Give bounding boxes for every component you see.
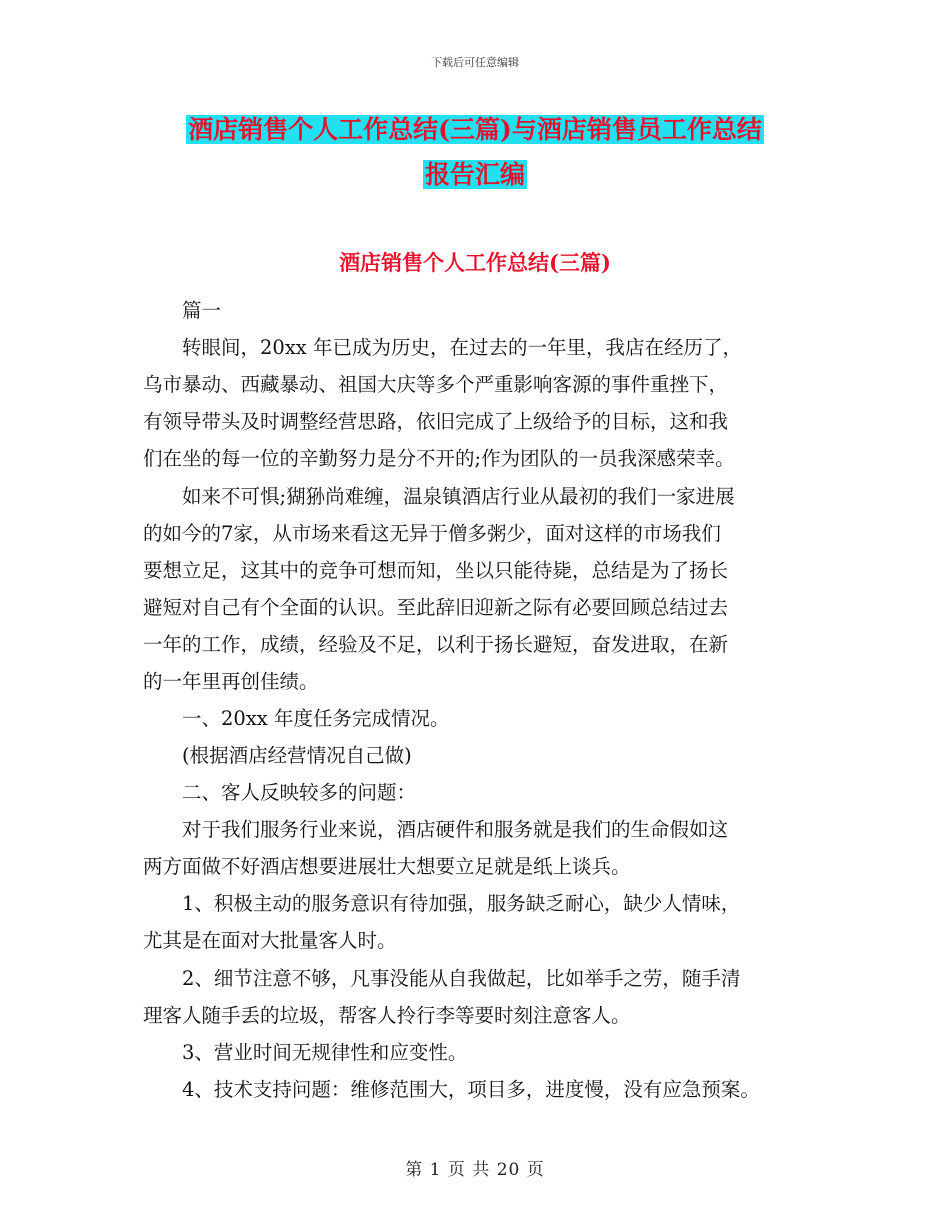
- body-line: 篇一: [143, 299, 222, 322]
- body-line: 如来不可惧;猢狲尚难缠，温泉镇酒店行业从最初的我们一家进展: [143, 485, 735, 508]
- body-line: 2、细节注意不够，凡事没能从自我做起，比如举手之劳，随手清: [143, 967, 741, 990]
- document-title-line-2: [0, 158, 950, 192]
- document-title-text-1: 酒店销售个人工作总结(三篇)与酒店销售员工作总结: [188, 115, 762, 144]
- header-note: 下载后可任意编辑: [431, 56, 519, 69]
- body-line: 1、积极主动的服务意识有待加强，服务缺乏耐心，缺少人情味，: [143, 892, 741, 915]
- body-line: 要想立足，这其中的竞争可想而知，坐以只能待毙，总结是为了扬长: [143, 559, 729, 582]
- body-line: 两方面做不好酒店想要进展壮大想要立足就是纸上谈兵。: [143, 855, 631, 878]
- body-line: 3、营业时间无规律性和应变性。: [143, 1041, 468, 1064]
- body-line: 有领导带头及时调整经营思路，依旧完成了上级给予的目标，这和我: [143, 410, 729, 433]
- body-line: 避短对自己有个全面的认识。至此辞旧迎新之际有必要回顾总结过去: [143, 596, 729, 619]
- document-title-line-1: [0, 113, 950, 147]
- section-title: 酒店销售个人工作总结(三篇): [339, 250, 611, 275]
- body-line: (根据酒店经营情况自己做): [143, 744, 412, 767]
- body-line: 4、技术支持问题：维修范围大，项目多，进度慢，没有应急预案。: [143, 1078, 760, 1101]
- body-line: 二、客人反映较多的问题：: [143, 781, 417, 804]
- body-line: 乌市暴动、西藏暴动、祖国大庆等多个严重影响客源的事件重挫下，: [143, 373, 729, 396]
- page-footer: 第 1 页 共 20 页: [405, 1160, 545, 1180]
- body-line: 尤其是在面对大批量客人时。: [143, 929, 397, 952]
- body-line: 对于我们服务行业来说，酒店硬件和服务就是我们的生命假如这: [143, 818, 729, 841]
- document-title-text-2: 报告汇编: [424, 160, 525, 189]
- body-line: 一年的工作，成绩，经验及不足，以利于扬长避短，奋发进取，在新: [143, 633, 729, 656]
- body-line: 一、20xx 年度任务完成情况。: [143, 707, 450, 730]
- body-line: 的如今的7家，从市场来看这无异于僧多粥少，面对这样的市场我们: [143, 522, 721, 545]
- body-line: 们在坐的每一位的辛勤努力是分不开的;作为团队的一员我深感荣幸。: [143, 447, 735, 470]
- body-line: 理客人随手丢的垃圾，帮客人拎行李等要时刻注意客人。: [143, 1004, 631, 1027]
- body-line: 的一年里再创佳绩。: [143, 670, 319, 693]
- body-line: 转眼间，20xx 年已成为历史，在过去的一年里，我店在经历了，: [143, 336, 743, 359]
